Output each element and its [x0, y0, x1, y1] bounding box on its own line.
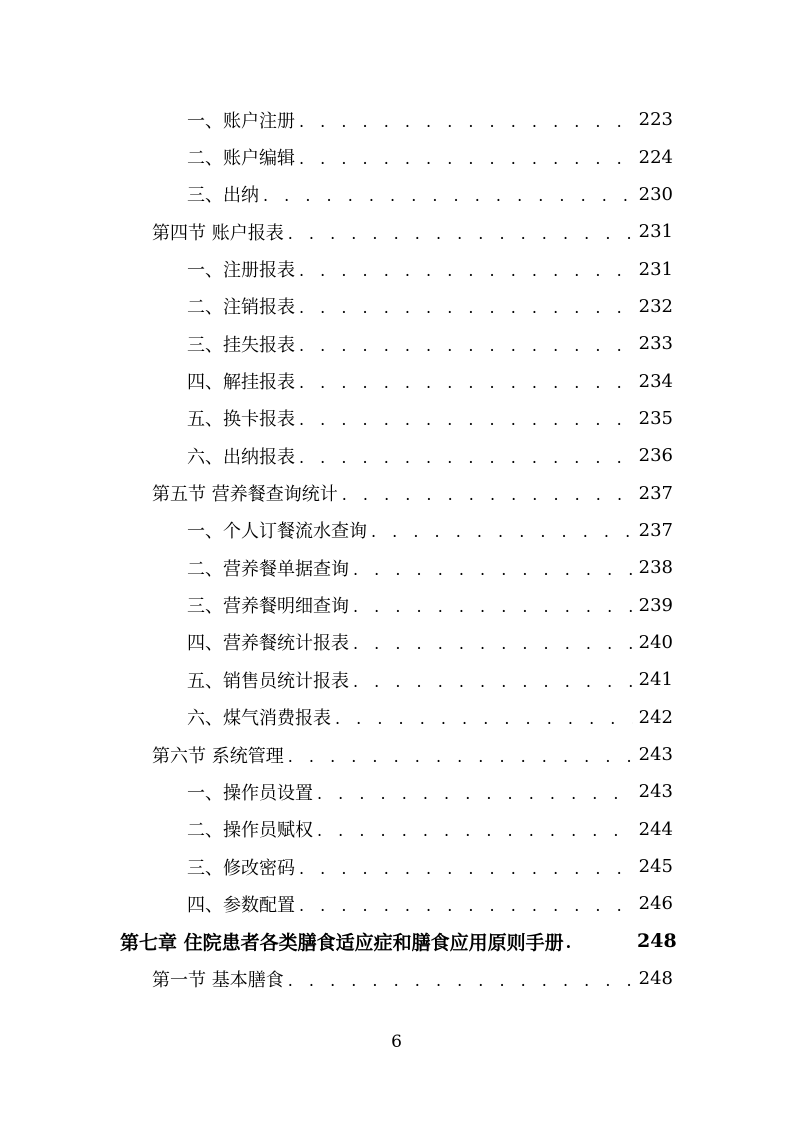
- toc-entry-title: 三、挂失报表: [187, 334, 295, 356]
- toc-subsection-entry[interactable]: [0, 250, 793, 287]
- toc-entry-page: 241: [638, 669, 673, 691]
- toc-subsection-entry[interactable]: [0, 699, 793, 736]
- toc-entry-page: 243: [638, 744, 673, 766]
- toc-entry-page: 230: [638, 183, 673, 205]
- toc-subsection-entry[interactable]: [0, 362, 793, 399]
- page-number: 6: [391, 1032, 402, 1052]
- toc-dot-leader: [353, 599, 633, 615]
- toc-dot-leader: [299, 412, 633, 428]
- toc-entry-title: 第六节 系统管理: [152, 745, 284, 767]
- toc-entry-page: 236: [638, 445, 673, 467]
- toc-entry-title: 第七章 住院患者各类膳食适应症和膳食应用原则手册: [120, 931, 564, 954]
- toc-entry-title: 三、修改密码: [187, 857, 295, 879]
- toc-dot-leader: [371, 524, 633, 540]
- toc-entry-title: 四、解挂报表: [187, 372, 295, 394]
- toc-entry-title: 一、注册报表: [187, 260, 295, 282]
- toc-dot-leader: [353, 562, 633, 578]
- toc-section-entry[interactable]: [0, 736, 793, 773]
- toc-entry-title: 第五节 营养餐查询统计: [152, 484, 338, 506]
- toc-entry-page: 238: [638, 557, 673, 579]
- toc-entry-title: 二、操作员赋权: [187, 820, 313, 842]
- toc-entry-title: 四、营养餐统计报表: [187, 633, 349, 655]
- toc-section-entry[interactable]: [0, 960, 793, 997]
- toc-dot-leader: [566, 935, 635, 951]
- toc-section-entry[interactable]: [0, 474, 793, 511]
- toc-entry-page: 239: [638, 594, 673, 616]
- toc-entry-title: 六、出纳报表: [187, 446, 295, 468]
- toc-entry-title: 第一节 基本膳食: [152, 969, 284, 991]
- toc-entry-page: 237: [638, 482, 673, 504]
- toc-subsection-entry[interactable]: [0, 885, 793, 922]
- toc-dot-leader: [263, 188, 633, 204]
- toc-subsection-entry[interactable]: [0, 400, 793, 437]
- toc-subsection-entry[interactable]: [0, 773, 793, 810]
- toc-dot-leader: [299, 151, 633, 167]
- toc-entry-page: 232: [638, 295, 673, 317]
- toc-subsection-entry[interactable]: [0, 325, 793, 362]
- toc-dot-leader: [353, 636, 633, 652]
- toc-entry-title: 五、换卡报表: [187, 409, 295, 431]
- toc-entry-page: 240: [638, 631, 673, 653]
- toc-dot-leader: [335, 711, 633, 727]
- toc-subsection-entry[interactable]: [0, 512, 793, 549]
- toc-entry-title: 三、营养餐明细查询: [187, 596, 349, 618]
- toc-dot-leader: [299, 898, 633, 914]
- toc-dot-leader: [299, 263, 633, 279]
- toc-entry-title: 一、账户注册: [187, 110, 295, 132]
- toc-entry-page: 235: [638, 407, 673, 429]
- toc-entry-title: 三、出纳: [187, 185, 259, 207]
- toc-entry-page: 234: [638, 370, 673, 392]
- toc-entry-title: 第四节 账户报表: [152, 222, 284, 244]
- toc-entry-title: 六、煤气消费报表: [187, 708, 331, 730]
- toc-dot-leader: [342, 487, 633, 503]
- toc-subsection-entry[interactable]: [0, 176, 793, 213]
- toc-subsection-entry[interactable]: [0, 437, 793, 474]
- toc-entry-page: 246: [638, 893, 673, 915]
- toc-entry-title: 一、操作员设置: [187, 782, 313, 804]
- toc-entry-title: 五、销售员统计报表: [187, 670, 349, 692]
- toc-entry-page: 224: [638, 146, 673, 168]
- toc-dot-leader: [299, 300, 633, 316]
- toc-entry-page: 248: [637, 930, 677, 953]
- toc-subsection-entry[interactable]: [0, 138, 793, 175]
- toc-subsection-entry[interactable]: [0, 101, 793, 138]
- toc-subsection-entry[interactable]: [0, 549, 793, 586]
- toc-entry-page: 231: [638, 221, 673, 243]
- toc-chapter-entry[interactable]: [0, 923, 793, 960]
- toc-dot-leader: [299, 450, 633, 466]
- toc-subsection-entry[interactable]: [0, 848, 793, 885]
- toc-dot-leader: [299, 375, 633, 391]
- toc-dot-leader: [353, 674, 633, 690]
- toc-entry-page: 245: [638, 856, 673, 878]
- toc-entry-page: 237: [638, 519, 673, 541]
- toc-entry-title: 二、注销报表: [187, 297, 295, 319]
- toc-dot-leader: [288, 226, 633, 242]
- toc-entry-page: 244: [638, 818, 673, 840]
- toc-subsection-entry[interactable]: [0, 624, 793, 661]
- toc-section-entry[interactable]: [0, 213, 793, 250]
- toc-dot-leader: [317, 786, 633, 802]
- toc-dot-leader: [288, 973, 633, 989]
- toc-dot-leader: [299, 338, 633, 354]
- toc-entry-page: 231: [638, 258, 673, 280]
- toc-entry-page: 248: [638, 968, 673, 990]
- toc-entry-page: 223: [638, 109, 673, 131]
- toc-entry-title: 二、账户编辑: [187, 148, 295, 170]
- toc-dot-leader: [288, 749, 633, 765]
- toc-subsection-entry[interactable]: [0, 811, 793, 848]
- toc-subsection-entry[interactable]: [0, 586, 793, 623]
- toc-entry-title: 一、个人订餐流水查询: [187, 521, 367, 543]
- toc-entry-title: 二、营养餐单据查询: [187, 558, 349, 580]
- toc-entry-page: 233: [638, 333, 673, 355]
- toc-subsection-entry[interactable]: [0, 288, 793, 325]
- toc-dot-leader: [299, 861, 633, 877]
- toc-dot-leader: [299, 114, 633, 130]
- toc-dot-leader: [317, 823, 633, 839]
- toc-subsection-entry[interactable]: [0, 661, 793, 698]
- toc-entry-title: 四、参数配置: [187, 894, 295, 916]
- table-of-contents: [0, 101, 793, 997]
- toc-entry-page: 242: [638, 706, 673, 728]
- toc-entry-page: 243: [638, 781, 673, 803]
